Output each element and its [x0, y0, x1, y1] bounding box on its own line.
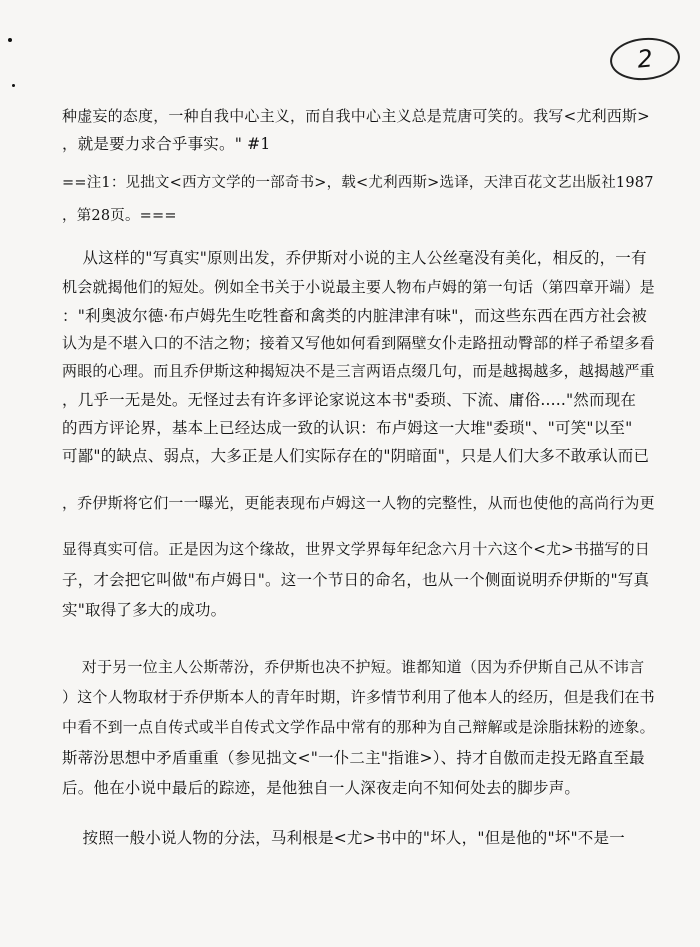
- punch-hole-mark: [12, 84, 15, 87]
- text-line: ，就是要力求合乎事实。" #1: [62, 135, 271, 153]
- text-line: 从这样的"写真实"原则出发，乔伊斯对小说的主人公丝毫没有美化，相反的，一有: [62, 249, 647, 267]
- text-line: 机会就揭他们的短处。例如全书关于小说最主要人物布卢姆的第一句话（第四章开端）是: [62, 278, 655, 296]
- text-line: ，乔伊斯将它们一一曝光，更能表现布卢姆这一人物的完整性，从而也使他的高尚行为更: [62, 494, 655, 512]
- text-line: ）这个人物取材于乔伊斯本人的青年时期，许多情节利用了他本人的经历，但是我们在书: [62, 688, 655, 706]
- text-line: 按照一般小说人物的分法，马利根是<尤>书中的"坏人，"但是他的"坏"不是一: [62, 829, 625, 847]
- text-line: 斯蒂汾思想中矛盾重重（参见拙文<"一仆二主"指谁>）、持才自傲而走投无路直至最: [62, 749, 645, 767]
- text-line: 的西方评论界，基本上已经达成一致的认识：布卢姆这一大堆"委琐"、"可笑"以至": [62, 419, 633, 437]
- text-line: 种虚妄的态度，一种自我中心主义，而自我中心主义总是荒唐可笑的。我写<尤利西斯>: [62, 107, 650, 125]
- text-line: 认为是不堪入口的不洁之物；接着又写他如何看到隔壁女仆走路扭动臀部的样子希望多看: [62, 334, 655, 352]
- punch-hole-mark: [8, 38, 12, 42]
- text-line: ，几乎一无是处。无怪过去有许多评论家说这本书"委琐、下流、庸俗....."然而现在: [62, 391, 637, 409]
- text-line: ："利奥波尔德·布卢姆先生吃牲畜和禽类的内脏津津有味"，而这些东西在西方社会被: [62, 307, 647, 325]
- text-line: 子，才会把它叫做"布卢姆日"。这一个节日的命名，也从一个侧面说明乔伊斯的"写真: [62, 571, 650, 589]
- text-line: 可鄙"的缺点、弱点，大多正是人们实际存在的"阴暗面"，只是人们大多不敢承认而已: [62, 447, 650, 465]
- text-line: 后。他在小说中最后的踪迹，是他独自一人深夜走向不知何处去的脚步声。: [62, 779, 581, 797]
- footnote-line: ==注1：见拙文<西方文学的一部奇书>，载<尤利西斯>选译，天津百花文艺出版社1987: [62, 175, 654, 191]
- page-number: 2: [608, 35, 681, 83]
- text-line: 显得真实可信。正是因为这个缘故，世界文学界每年纪念六月十六这个<尤>书描写的日: [62, 540, 650, 558]
- text-line: 实"取得了多大的成功。: [62, 601, 227, 619]
- text-line: 对于另一位主人公斯蒂汾，乔伊斯也决不护短。谁都知道（因为乔伊斯自己从不讳言: [62, 658, 645, 676]
- footnote-line: ，第28页。===: [62, 208, 177, 224]
- text-line: 中看不到一点自传式或半自传式文学作品中常有的那种为自己辩解或是涂脂抹粉的迹象。: [62, 718, 655, 736]
- text-line: 两眼的心理。而且乔伊斯这种揭短决不是三言两语点缀几句，而是越揭越多，越揭越严重: [62, 362, 655, 380]
